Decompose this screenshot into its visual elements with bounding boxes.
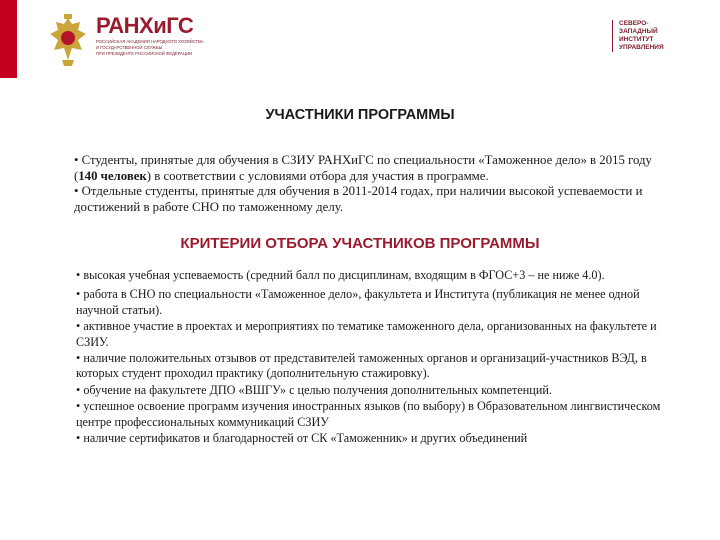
criteria-item: • обучение на факультете ДПО «ВШГУ» с целью получения дополнительных компетенций. — [76, 382, 552, 397]
participants-text — [74, 153, 674, 215]
criteria-item: • наличие положительных отзывов от представителей таможенных органов и организаций-участников ВЭД, в которых студент проходил практику (дополнительную стажировку). — [76, 351, 647, 381]
participants-item-2: • Отдельные студенты, принятые для обучения в 2011-2014 годах, при наличии высокой успеваемости и достижений в работе СНО по таможенному делу. — [74, 184, 643, 214]
criteria-item: • работа в СНО по специальности «Таможенное дело», факультета и Института (публикация не менее одной научной статьи). — [76, 287, 640, 317]
institute-line: ЗАПАДНЫЙ — [619, 28, 658, 35]
logo-wordmark: РАНХиГС — [96, 13, 194, 38]
institute-label — [612, 20, 664, 52]
institute-line: СЕВЕРО- — [619, 20, 649, 27]
criteria-item: • активное участие в проектах и мероприятиях по тематике таможенного дела, организованных на факультете и СЗИУ. — [76, 319, 657, 349]
ranepa-logo — [46, 12, 204, 72]
institute-line: ИНСТИТУТ — [619, 36, 654, 43]
participants-count: 140 человек — [78, 168, 147, 183]
participants-item-1 — [74, 153, 674, 184]
logo-subtext-2: И ГОСУДАРСТВЕННОЙ СЛУЖБЫ — [96, 45, 163, 50]
criteria-item: • высокая учебная успеваемость (средний балл по дисциплинам, входящим в ФГОС+3 – не ниже 4.0). — [76, 268, 605, 282]
logo-subtext-1: РОССИЙСКАЯ АКАДЕМИЯ НАРОДНОГО ХОЗЯЙСТВА — [96, 39, 204, 44]
eagle-emblem-icon — [46, 12, 90, 68]
criteria-item: • успешное освоение программ изучения иностранных языков (по выбору) в Образовательном лингвистическом центре профессиональных коммуникаций СЗИУ — [76, 399, 661, 429]
criteria-item: • наличие сертификатов и благодарностей от СК «Таможенник» и других объединений — [76, 431, 528, 446]
accent-bar — [0, 0, 17, 78]
participants-item-1-end: ) в соответствии с условиями отбора для участия в программе. — [146, 168, 489, 183]
logo-subtext-3: ПРИ ПРЕЗИДЕНТЕ РОССИЙСКОЙ ФЕДЕРАЦИИ — [96, 51, 193, 56]
criteria-list — [76, 268, 676, 447]
institute-line: УПРАВЛЕНИЯ — [619, 44, 664, 51]
criteria-title: КРИТЕРИИ ОТБОРА УЧАСТНИКОВ ПРОГРАММЫ — [180, 235, 540, 252]
page-title: УЧАСТНИКИ ПРОГРАММЫ — [265, 107, 455, 123]
participants-item-1-start: • Студенты, принятые для обучения в СЗИУ РАНХиГС по специальности «Таможенное дело» в 2015 году ( — [74, 153, 652, 183]
